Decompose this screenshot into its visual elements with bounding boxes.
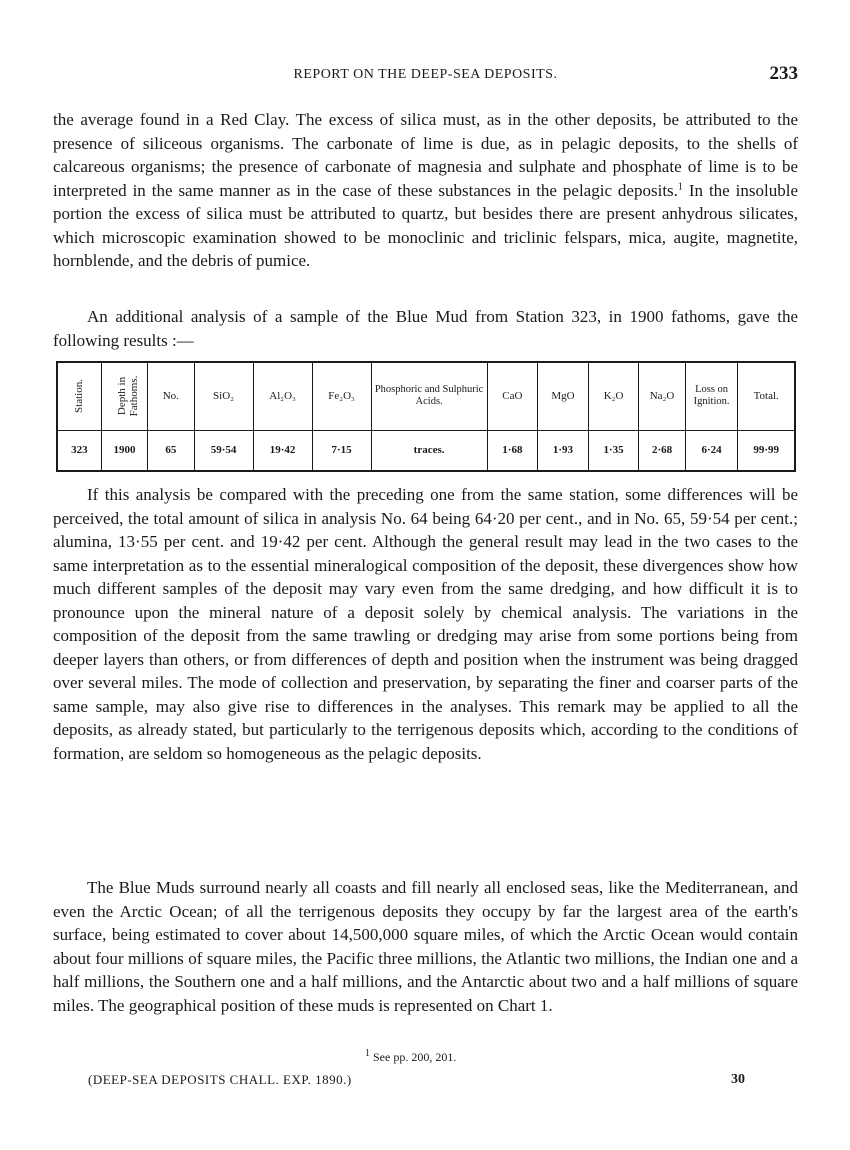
header-total: Total. — [738, 362, 795, 430]
table-row — [57, 430, 795, 471]
signature-mark: 30 — [731, 1072, 745, 1087]
cell-mgo: 1·93 — [538, 430, 589, 471]
footnote-mark: 1 — [365, 1048, 370, 1059]
header-depth — [101, 362, 147, 430]
paragraph-text-continued: In the insoluble portion the excess of silica must be attributed to quartz, but besides there are present anhydrous silicates, which microscopic examination showed to be monoclinic and triclinic felspars, mica, augite, magnetite, hornblende, and the debris of pumice. — [53, 180, 798, 270]
header-sio2: SiO₂ — [194, 362, 253, 430]
cell-total: 99·99 — [738, 430, 795, 471]
paragraph-additional-analysis: An additional analysis of a sample of the Blue Mud from Station 323, in 1900 fathoms, gave the following results :— — [53, 307, 798, 350]
cell-sio2: 59·54 — [194, 430, 253, 471]
running-head — [53, 63, 798, 87]
footnote-reference: 1 — [677, 180, 683, 192]
imprint-line: (DEEP-SEA DEPOSITS CHALL. EXP. 1890.) — [88, 1072, 352, 1087]
cell-al2o3: 19·42 — [253, 430, 312, 471]
header-na2o: Na₂O — [639, 362, 685, 430]
analysis-table — [56, 361, 796, 472]
header-station-label: Station. — [73, 379, 86, 414]
paragraph-blue-muds-distribution: The Blue Muds surround nearly all coasts and fill nearly all enclosed seas, like the Mediterranean, and even the Arctic Ocean; of all the terrigenous deposits they occupy by far the largest area of the earth's surface, being estimated to cover about 14,500,000 square miles, of which the Arctic Ocean would contain about four millions of square miles, the Pacific three millions, the Atlantic two millions, the Indian one and a half millions, the Southern one and a half millions, and the Antarctic about two and a half millions of square miles. The geographical position of these muds is represented on Chart 1. — [53, 878, 798, 1015]
cell-loss-on-ignition: 6·24 — [685, 430, 738, 471]
page-number: 233 — [769, 63, 798, 84]
header-k2o: K₂O — [588, 362, 639, 430]
cell-phosphoric-sulphuric: traces. — [371, 430, 487, 471]
header-al2o3: Al₂O₃ — [253, 362, 312, 430]
footnote-text: See pp. 200, 201. — [373, 1050, 457, 1064]
table-header-row — [57, 362, 795, 430]
header-no: No. — [148, 362, 194, 430]
cell-depth: 1900 — [101, 430, 147, 471]
cell-cao: 1·68 — [487, 430, 538, 471]
footnote — [365, 1050, 456, 1065]
header-cao: CaO — [487, 362, 538, 430]
paragraph-silica-carbonate — [53, 108, 798, 273]
paragraph-text: the average found in a Red Clay. The excess of silica must, as in the other deposits, be attributed to the presence of siliceous organisms. The carbonate of lime is due, as in pelagic deposits, to the shells of calcareous organisms; the presence of carbonate of magnesia and sulphate and phosphate of lime is to be interpreted in the same manner as in the case of these substances in the pelagic deposits. — [53, 110, 798, 200]
running-title: REPORT ON THE DEEP-SEA DEPOSITS. — [293, 67, 558, 82]
header-phosphoric-sulphuric: Phosphoric and Sulphuric Acids. — [371, 362, 487, 430]
paragraph-comparison: If this analysis be compared with the preceding one from the same station, some differences will be perceived, the total amount of silica in analysis No. 64 being 64·20 per cent., and in No. 65, 59·54 per cent.; alumina, 13·55 per cent. and 19·42 per cent. Although the general result may lead in the two cases to the same interpretation as to the essential mineralogical composition of the deposit, these divergences show how much different samples of the deposit may vary even from the same dredging, and how difficult it is to pronounce upon the mineral nature of a deposit solely by chemical analysis. The variations in the composition of the deposit from the same trawling or dredging may arise from some portions being from deeper layers than others, or from differences of depth and position when the instrument was being dragged over several miles. The mode of collection and preservation, by separating the finer and coarser parts of the same sample, may also give rise to differences in the analyses. This remark may be applied to all the deposits, as already stated, but particularly to the terrigenous deposits which, according to the conditions of formation, are seldom so homogeneous as the pelagic deposits. — [53, 485, 798, 763]
cell-no: 65 — [148, 430, 194, 471]
header-mgo: MgO — [538, 362, 589, 430]
header-fe2o3: Fe₂O₃ — [312, 362, 371, 430]
cell-na2o: 2·68 — [639, 430, 685, 471]
header-loss-on-ignition: Loss on Ignition. — [685, 362, 738, 430]
header-depth-label: Depth in Fathoms. — [115, 375, 140, 417]
cell-fe2o3: 7·15 — [312, 430, 371, 471]
cell-k2o: 1·35 — [588, 430, 639, 471]
cell-station: 323 — [57, 430, 101, 471]
header-station — [57, 362, 101, 430]
